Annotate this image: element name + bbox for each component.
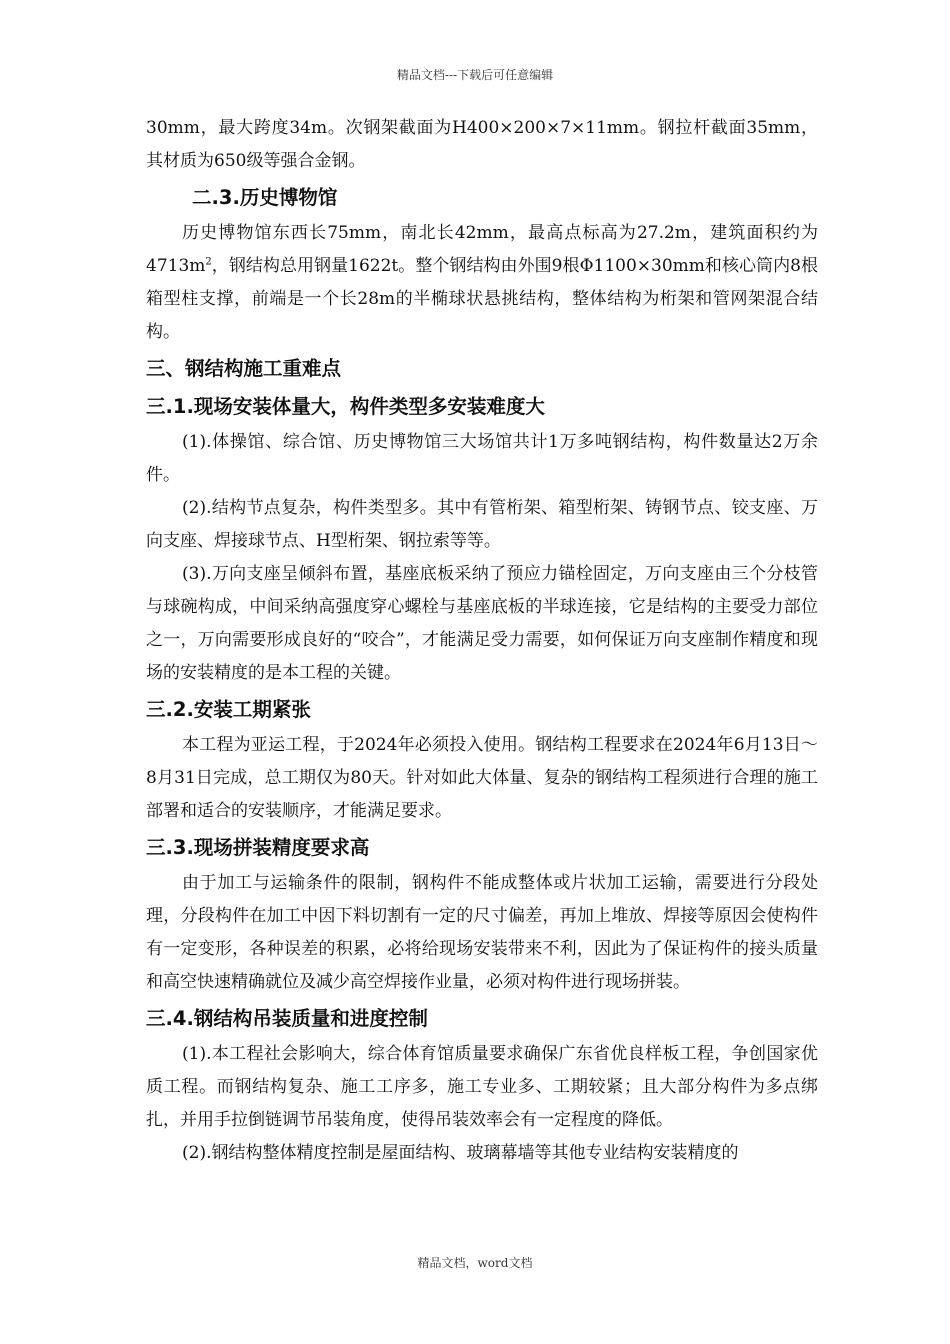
superscript-2: 2 <box>205 256 212 268</box>
heading-3-4: 三.4.钢结构吊装质量和进度控制 <box>146 1007 428 1030</box>
paragraph-2-3-part-b: ，钢结构总用钢量1622t。整个钢结构由外围9根Φ1100×30mm和核心筒内8根箱型柱支撑，前端是一个长28m的半椭球状悬挑结构，整体结构为桁架和管网架混合结构。 <box>146 256 818 342</box>
paragraph-3-1-2: (2).结构节点复杂，构件类型多。其中有管桁架、箱型桁架、铸钢节点、铰支座、万向支座、焊接球节点、H型桁架、钢拉索等等。 <box>146 498 818 551</box>
paragraph-continuation: 30mm，最大跨度34m。次钢架截面为H400×200×7×11mm。钢拉杆截面35mm，其材质为650级等强合金钢。 <box>146 118 818 171</box>
paragraph-3-3: 由于加工与运输条件的限制，钢构件不能成整体或片状加工运输，需要进行分段处理，分段构件在加工中因下料切割有一定的尺寸偏差，再加上堆放、焊接等原因会使构件有一定变形，各种误差的积累，必将给现场安装带来不利，因此为了保证构件的接头质量和高空快速精确就位及减少高空焊接作业量，必须对构件进行现场拼装。 <box>146 873 818 992</box>
paragraph-3-1-1: (1).体操馆、综合馆、历史博物馆三大场馆共计1万多吨钢结构，构件数量达2万余件。 <box>146 432 818 485</box>
heading-2-3: 二.3.历史博物馆 <box>192 186 338 209</box>
document-body <box>146 112 818 1170</box>
paragraph-3-4-2: (2).钢结构整体精度控制是屋面结构、玻璃幕墙等其他专业结构安装精度的 <box>182 1143 739 1163</box>
heading-3-1: 三.1.现场安装体量大，构件类型多安装难度大 <box>146 395 545 418</box>
page-header: 精品文档---下载后可任意编辑 <box>396 68 554 82</box>
heading-3: 三、钢结构施工重难点 <box>146 357 342 380</box>
paragraph-2-3-part-a: 历史博物馆东西长75mm，南北长42mm，最高点标高为27.2m，建筑面积约为4713m <box>146 223 818 276</box>
heading-3-3: 三.3.现场拼装精度要求高 <box>146 836 370 859</box>
heading-3-2: 三.2.安装工期紧张 <box>146 698 311 721</box>
paragraph-3-2: 本工程为亚运工程，于2024年必须投入使用。钢结构工程要求在2024年6月13日～8月31日完成，总工期仅为80天。针对如此大体量、复杂的钢结构工程须进行合理的施工部署和适合的安装顺序，才能满足要求。 <box>146 735 818 821</box>
page-footer: 精品文档，word文档 <box>417 1256 533 1270</box>
paragraph-3-1-3: (3).万向支座呈倾斜布置，基座底板采纳了预应力锚栓固定，万向支座由三个分枝管与球碗构成，中间采纳高强度穿心螺栓与基座底板的半球连接，它是结构的主要受力部位之一，万向需要形成良好的“咬合”，才能满足受力需要，如何保证万向支座制作精度和现场的安装精度的是本工程的关键。 <box>146 564 818 683</box>
paragraph-3-4-1: (1).本工程社会影响大，综合体育馆质量要求确保广东省优良样板工程，争创国家优质工程。而钢结构复杂、施工工序多，施工专业多、工期较紧；且大部分构件为多点绑扎，并用手拉倒链调节吊装角度，使得吊装效率会有一定程度的降低。 <box>146 1044 818 1130</box>
paragraph-2-3 <box>146 217 818 349</box>
